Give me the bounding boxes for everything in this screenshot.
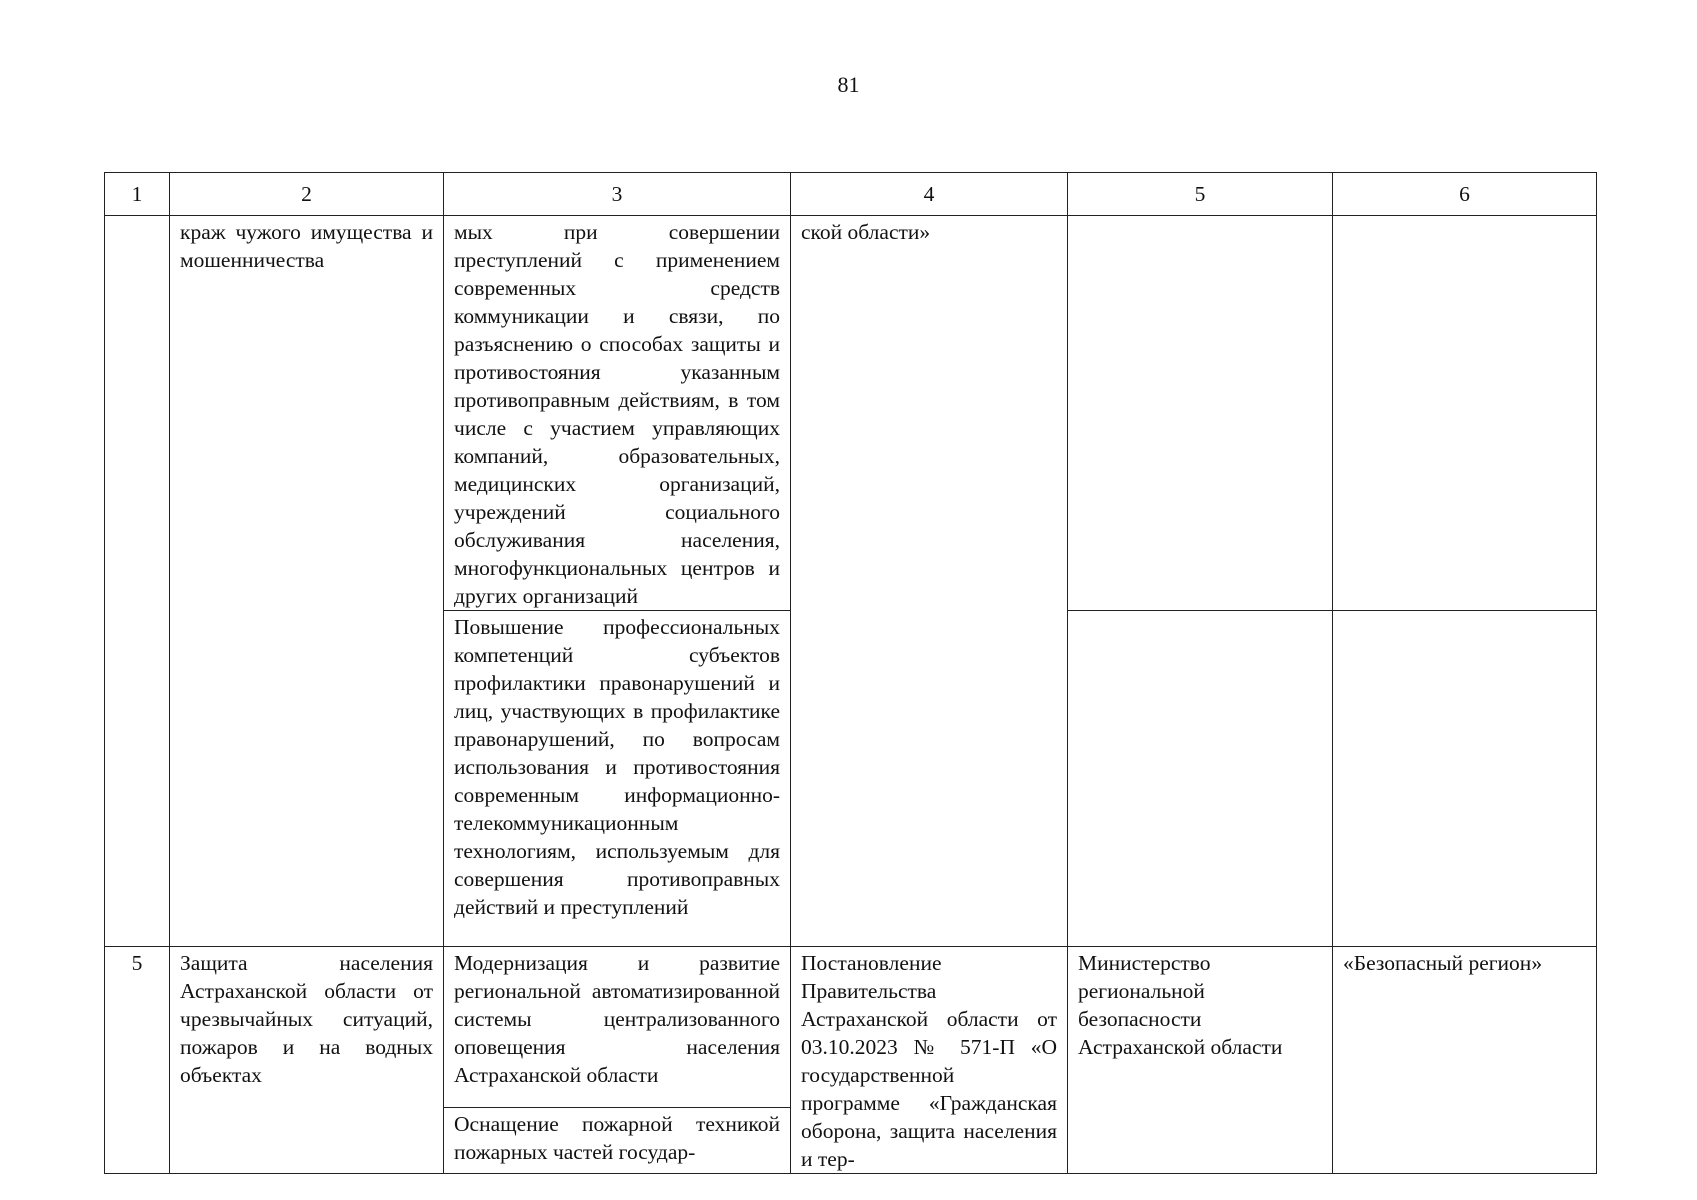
cell-measure: Оснащение пожарной техникой пожарных частей государ-: [444, 1107, 791, 1173]
cell-measure: Повышение профессиональных компетенций субъектов профилактики правонарушений и лиц, участвующих в профилактике правонарушений, по вопросам использования и противостояния современным информационно-телекоммуникационным технологиям, используемым для совершения противоправных действий и преступлений: [444, 611, 791, 947]
cell-row-number: 5: [105, 947, 170, 1174]
cell-row-number: [105, 216, 170, 947]
cell-program: [1333, 216, 1597, 611]
program-table: [104, 172, 1597, 1174]
column-header-3: 3: [444, 173, 791, 216]
table-row: [105, 216, 1597, 611]
page-number: 81: [837, 72, 860, 97]
cell-responsible: [1068, 611, 1333, 947]
cell-legal-act: Постановление Правительства Астраханской области от 03.10.2023 № 571-П «О государственной программе «Гражданская оборона, защита населения и тер-: [791, 947, 1068, 1174]
column-header-5: 5: [1068, 173, 1333, 216]
cell-responsible: Министерство региональной безопасности Астраханской области: [1068, 947, 1333, 1174]
column-header-6: 6: [1333, 173, 1597, 216]
cell-responsible: [1068, 216, 1333, 611]
cell-measure: мых при совершении преступлений с применением современных средств коммуникации и связи, по разъяснению о способах защиты и противостояния указанным противоправным действиям, в том числе с участием управляющих компаний, образовательных, медицинских организаций, учреждений социального обслуживания населения, многофункциональных центров и других организаций: [444, 216, 791, 611]
cell-area-name: краж чужого имущества и мошенничества: [170, 216, 444, 947]
table-row: [105, 947, 1597, 1108]
cell-program: [1333, 611, 1597, 947]
column-header-4: 4: [791, 173, 1068, 216]
cell-legal-act: ской области»: [791, 216, 1068, 947]
column-header-2: 2: [170, 173, 444, 216]
cell-measure: Модернизация и развитие региональной автоматизированной системы централизованного оповещения населения Астраханской области: [444, 947, 791, 1108]
column-header-1: 1: [105, 173, 170, 216]
cell-program: «Безопасный регион»: [1333, 947, 1597, 1174]
table-header-row: [105, 173, 1597, 216]
cell-area-name: Защита населения Астраханской области от чрезвычайных ситуаций, пожаров и на водных объектах: [170, 947, 444, 1174]
